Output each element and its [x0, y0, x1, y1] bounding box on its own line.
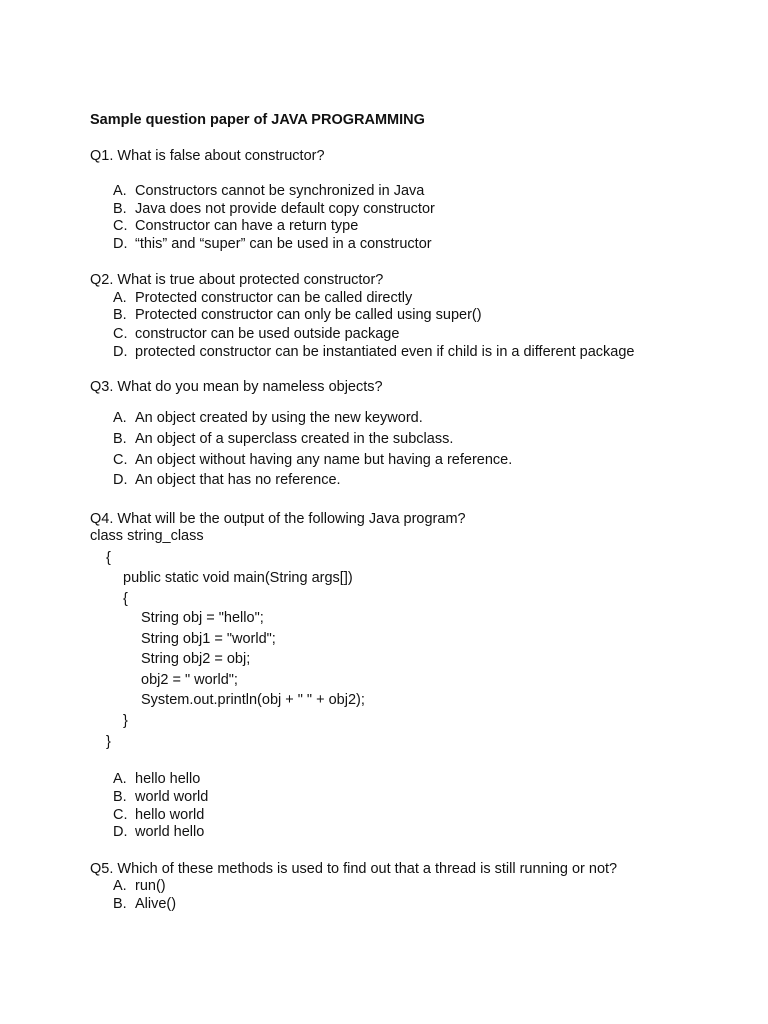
q3-option-c: C. An object without having any name but having a reference. — [113, 452, 513, 468]
code-line: String obj1 = "world"; — [141, 631, 276, 647]
code-line: class string_class — [90, 528, 204, 544]
q5-option-a: A. run() — [113, 878, 166, 894]
q1-option-c: C. Constructor can have a return type — [113, 218, 359, 234]
code-line: } — [106, 734, 111, 750]
code-line: public static void main(String args[]) — [123, 570, 353, 586]
code-line: } — [123, 713, 128, 729]
q4-option-a: A. hello hello — [113, 771, 201, 787]
code-line: String obj2 = obj; — [141, 651, 251, 667]
code-line: System.out.println(obj + " " + obj2); — [141, 692, 365, 708]
question-3: Q3. What do you mean by nameless objects? — [90, 379, 383, 395]
q3-option-a: A. An object created by using the new keyword. — [113, 410, 423, 426]
q4-option-d: D. world hello — [113, 824, 205, 840]
document-title: Sample question paper of JAVA PROGRAMMING — [90, 112, 425, 128]
question-1: Q1. What is false about constructor? — [90, 148, 325, 164]
question-5: Q5. Which of these methods is used to find out that a thread is still running or not? — [90, 861, 618, 877]
q1-option-d: D. “this” and “super” can be used in a constructor — [113, 236, 432, 252]
question-4: Q4. What will be the output of the following Java program? — [90, 511, 466, 527]
q1-option-b: B. Java does not provide default copy constructor — [113, 201, 435, 217]
q4-option-c: C. hello world — [113, 807, 205, 823]
code-line: { — [106, 550, 111, 566]
question-2: Q2. What is true about protected constructor? — [90, 272, 384, 288]
code-line: obj2 = " world"; — [141, 672, 238, 688]
q4-option-b: B. world world — [113, 789, 209, 805]
code-line: String obj = "hello"; — [141, 610, 264, 626]
q2-option-c: C. constructor can be used outside package — [113, 326, 400, 342]
q3-option-b: B. An object of a superclass created in the subclass. — [113, 431, 454, 447]
q5-option-b: B. Alive() — [113, 896, 177, 912]
q3-option-d: D. An object that has no reference. — [113, 472, 341, 488]
q2-option-d: D. protected constructor can be instantiated even if child is in a different package — [113, 344, 635, 360]
q1-option-a: A. Constructors cannot be synchronized in Java — [113, 183, 425, 199]
code-line: { — [123, 591, 128, 607]
q2-option-b: B. Protected constructor can only be called using super() — [113, 307, 482, 323]
q2-option-a: A. Protected constructor can be called directly — [113, 290, 413, 306]
